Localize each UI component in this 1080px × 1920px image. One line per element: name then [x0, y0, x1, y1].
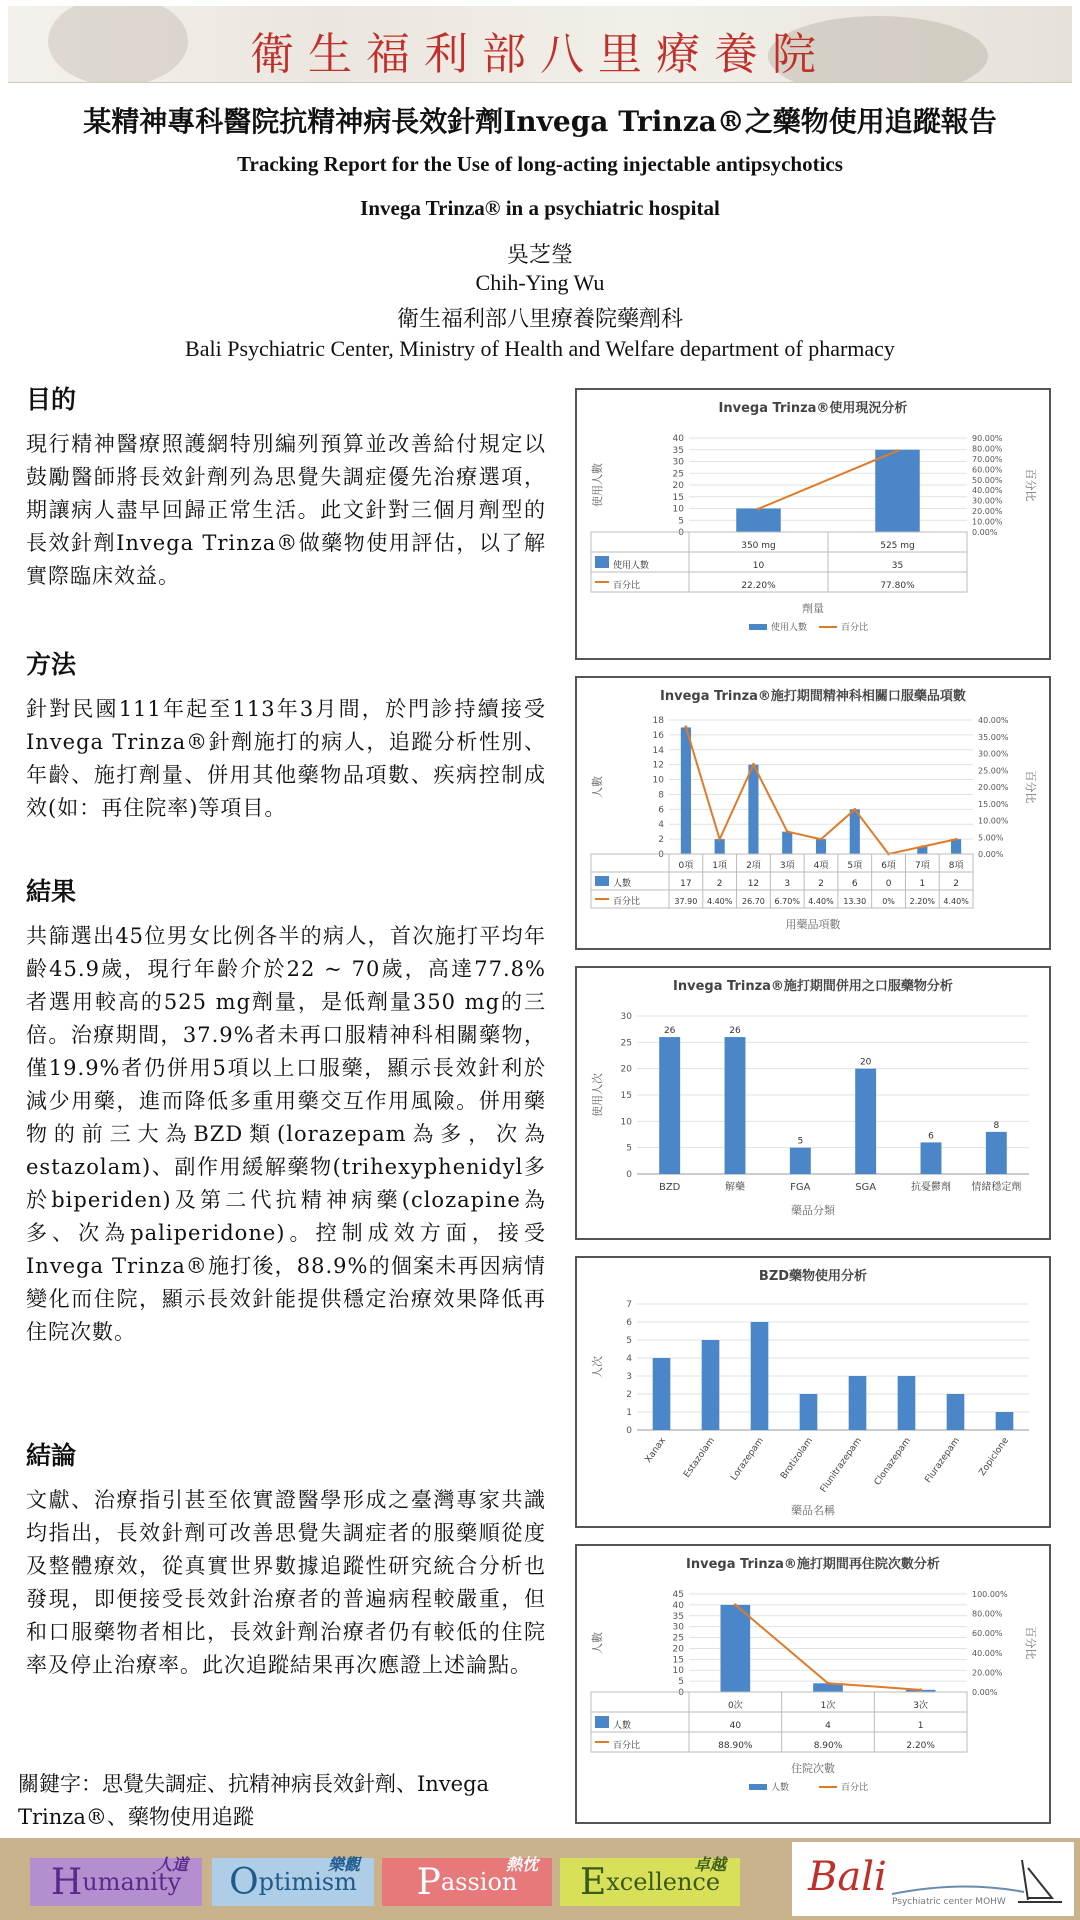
y-tick-label: 30	[672, 1622, 684, 1633]
y2-axis-label: 百分比	[1024, 1626, 1037, 1660]
y2-tick-label: 40.00%	[972, 1648, 1003, 1658]
y-tick-label: 15	[672, 492, 684, 503]
legend-label: 百分比	[613, 1741, 641, 1751]
y2-tick-label: 40.00%	[978, 716, 1009, 725]
legend-swatch-bar	[595, 556, 609, 568]
x-tick-label: 0次	[727, 1701, 743, 1711]
table-percent-value: 0%	[882, 897, 895, 906]
x-tick-label: Flunitrazepam	[818, 1435, 864, 1495]
footer-value-word: ptimism	[258, 1868, 357, 1896]
x-axis-label: 住院次數	[791, 1762, 835, 1775]
legend-swatch-bar	[749, 624, 767, 630]
table-percent-value: 77.80%	[880, 581, 915, 591]
chart-panel-concomitant	[575, 966, 1051, 1240]
y2-tick-label: 20.00%	[972, 507, 1003, 517]
percent-point	[718, 838, 721, 841]
bar-value-label: 8	[993, 1120, 1000, 1131]
percent-point	[786, 830, 789, 833]
y-tick-label: 12	[652, 760, 664, 771]
y-tick-label: 6	[658, 805, 664, 816]
section-text: 共篩選出45位男女比例各半的病人，首次施打平均年齡45.9歲，現行年齡介於22 ~ 70歲，高達77.8%者選用較高的525 mg劑量，是低劑量350 mg的三倍。治療期間，37.9%者未再口服精神科相關藥物，僅19.9%者仍併用5項以上口服藥，顯示長效針利於減少用藥，進而降低多重用藥交互作用風險。併用藥物的前三大為BZD類(lorazepam為多，次為estazolam)、副作用緩解藥物(trihexyphenidyl多於biperiden)及第二代抗精神病藥(clozapine為多、次為paliperidone)。控制成效方面，接受Invega Trinza®施打後，88.9%的個案未再因病情變化而住院，顯示長效針能提供穩定治療效果降低再住院次數。	[26, 924, 546, 1344]
section-heading: 結論	[26, 1441, 77, 1470]
legend-label: 人數	[613, 1721, 632, 1731]
x-axis-label: 用藥品項數	[785, 918, 841, 931]
table-bar-value: 40	[729, 1721, 742, 1731]
y2-tick-label: 5.00%	[978, 833, 1004, 843]
legend-label: 百分比	[841, 623, 869, 633]
y2-tick-label: 80.00%	[972, 444, 1003, 454]
legend-label: 百分比	[613, 581, 641, 591]
footer-value-word: xcellence	[606, 1868, 721, 1896]
table-bar-value: 2	[716, 879, 723, 889]
x-axis-label: 劑量	[802, 602, 824, 615]
x-tick-label: Brotizolam	[779, 1435, 815, 1482]
y-axis-label: 人數	[591, 1632, 604, 1654]
y-tick-label: 2	[658, 835, 664, 846]
y2-tick-label: 60.00%	[972, 465, 1003, 475]
bar-value-label: 20	[859, 1057, 872, 1068]
x-tick-label: 7項	[914, 861, 930, 871]
x-axis-label: 藥品分類	[791, 1204, 835, 1217]
y-tick-label: 40	[672, 1600, 684, 1611]
table-percent-value: 2.20%	[909, 897, 936, 906]
x-tick-label: 解藥	[725, 1182, 745, 1193]
title-zh: 某精神專科醫院抗精神病長效針劑Invega Trinza®之藥物使用追蹤報告	[83, 105, 997, 138]
x-tick-label: 1次	[820, 1701, 836, 1711]
footer-value-ptimism	[212, 1855, 374, 1906]
y-axis-label: 使用人次	[591, 1073, 604, 1117]
y-tick-label: 0	[626, 1170, 632, 1180]
y-tick-label: 25	[672, 1633, 684, 1644]
x-tick-label: 情緒穩定劑	[971, 1182, 1022, 1193]
y-tick-label: 3	[626, 1372, 632, 1382]
table-percent-value: 4.40%	[706, 897, 733, 906]
bar	[855, 1069, 876, 1174]
y-tick-label: 20	[620, 1064, 632, 1075]
x-tick-label: 525 mg	[880, 541, 915, 551]
footer-value-zh: 熱忱	[505, 1855, 538, 1874]
x-tick-label: 3項	[779, 861, 795, 871]
footer-value-xcellence	[560, 1855, 740, 1906]
bali-logo	[792, 1842, 1074, 1916]
chart-usage	[577, 390, 1049, 658]
legend-label: 使用人數	[771, 623, 808, 633]
table-percent-value: 26.70	[741, 897, 765, 906]
legend-label: 百分比	[841, 1783, 869, 1793]
title-en-line2: Invega Trinza® in a psychiatric hospital	[360, 196, 720, 220]
banner-title: 衛生福利部八里療養院	[250, 29, 830, 80]
y2-tick-label: 90.00%	[972, 434, 1003, 443]
bar	[790, 1148, 811, 1174]
percent-point	[955, 838, 958, 841]
affiliation-en: Bali Psychiatric Center, Ministry of Health and Welfare department of pharmacy	[185, 336, 895, 361]
bar	[921, 1142, 942, 1174]
legend-swatch-bar	[749, 1784, 767, 1790]
y2-tick-label: 0.00%	[978, 850, 1004, 859]
x-tick-label: Xanax	[643, 1435, 668, 1465]
x-tick-label: 1項	[712, 861, 728, 871]
legend-swatch-bar	[595, 876, 609, 886]
bar	[721, 1605, 751, 1692]
footer-value-word: assion	[440, 1868, 518, 1896]
y2-tick-label: 60.00%	[972, 1629, 1003, 1639]
x-axis-label: 藥品名稱	[791, 1504, 835, 1517]
section-heading: 方法	[26, 650, 77, 679]
percent-point	[734, 1603, 737, 1606]
y-tick-label: 4	[626, 1354, 632, 1364]
y-tick-label: 6	[626, 1318, 632, 1328]
y-tick-label: 10	[672, 1666, 684, 1677]
y2-tick-label: 20.00%	[978, 783, 1009, 792]
percent-point	[853, 808, 856, 811]
x-tick-label: SGA	[855, 1182, 877, 1193]
table-percent-value: 88.90%	[718, 1741, 753, 1751]
author-name-en: Chih-Ying Wu	[475, 270, 605, 295]
logo-subtitle: Psychiatric center MOHW	[892, 1897, 1006, 1907]
table-bar-value: 35	[891, 561, 904, 571]
y2-tick-label: 0.00%	[972, 528, 998, 537]
footer-value-word: umanity	[82, 1868, 182, 1896]
y2-tick-label: 80.00%	[972, 1609, 1003, 1619]
legend-label: 使用人數	[613, 561, 650, 571]
affiliation-zh: 衛生福利部八里療養院藥劑科	[396, 307, 683, 332]
y2-tick-label: 0.00%	[972, 1688, 998, 1697]
percent-point	[820, 838, 823, 841]
logo-swoosh	[892, 1886, 1024, 1894]
percent-line	[686, 727, 956, 854]
table-percent-value: 4.40%	[943, 897, 969, 906]
y-tick-label: 8	[658, 790, 664, 801]
y2-tick-label: 10.00%	[972, 517, 1003, 527]
table-percent-value: 2.20%	[906, 1741, 935, 1751]
bar	[947, 1394, 965, 1430]
y-tick-label: 7	[626, 1300, 632, 1310]
legend-swatch-bar	[595, 1716, 609, 1728]
y-tick-label: 0	[658, 850, 664, 860]
x-tick-label: Lorazepam	[729, 1435, 766, 1483]
bar	[898, 1376, 916, 1430]
y-tick-label: 15	[620, 1091, 632, 1101]
x-tick-label: Zopiclone	[977, 1435, 1011, 1478]
table-bar-value: 4	[825, 1721, 831, 1731]
percent-line	[735, 1605, 920, 1690]
chart-panel-usage	[575, 388, 1051, 660]
section-text: 針對民國111年起至113年3月間，於門診持續接受Invega Trinza®針劑施打的病人，追蹤分析性別、年齡、施打劑量、併用其他藥物品項數、疾病控制成效(如：再住院率)等項目。	[26, 697, 546, 820]
y-tick-label: 1	[626, 1408, 632, 1418]
percent-point	[752, 763, 755, 766]
chart-title: Invega Trinza®施打期間精神科相關口服藥品項數	[660, 689, 966, 704]
x-tick-label: 2項	[746, 861, 761, 871]
footer-value-assion	[382, 1855, 552, 1906]
table-bar-value: 1	[917, 1721, 924, 1731]
bar	[850, 809, 860, 854]
footer-value-zh: 樂觀	[327, 1855, 360, 1874]
chart-panel-oral-items	[575, 676, 1051, 950]
x-tick-label: Estazolam	[682, 1435, 717, 1480]
chart-title: Invega Trinza®使用現況分析	[718, 401, 908, 416]
x-tick-label: 8項	[948, 861, 964, 871]
section-heading: 結果	[26, 877, 77, 906]
y-tick-label: 18	[652, 716, 664, 726]
y-tick-label: 35	[672, 1611, 684, 1622]
y2-tick-label: 30.00%	[978, 749, 1009, 759]
x-tick-label: Clonazepam	[872, 1435, 913, 1488]
bar-value-label: 5	[797, 1136, 804, 1147]
bar	[736, 509, 780, 533]
y-tick-label: 30	[620, 1012, 632, 1022]
bar	[951, 839, 961, 854]
percent-point	[921, 845, 924, 848]
x-tick-label: 0項	[678, 861, 694, 871]
footer-value-initial: P	[416, 1861, 441, 1903]
y2-axis-label: 百分比	[1024, 468, 1037, 502]
chart-readmission	[577, 1546, 1049, 1822]
y-tick-label: 0	[678, 1688, 684, 1698]
chart-panel-bzd	[575, 1256, 1051, 1528]
y2-tick-label: 20.00%	[972, 1668, 1003, 1678]
section-method	[26, 645, 546, 825]
percent-point	[684, 726, 687, 729]
x-tick-label: 350 mg	[741, 541, 776, 551]
footer-value-umanity	[30, 1855, 202, 1906]
bar	[782, 832, 792, 854]
y-tick-label: 25	[672, 469, 684, 480]
y2-tick-label: 70.00%	[972, 454, 1003, 464]
y-tick-label: 10	[620, 1117, 632, 1128]
y-tick-label: 20	[672, 481, 684, 491]
bar	[725, 1037, 746, 1174]
percent-point	[827, 1682, 830, 1685]
y2-tick-label: 10.00%	[978, 816, 1009, 826]
bar	[816, 839, 826, 854]
chart-title: BZD藥物使用分析	[758, 1269, 868, 1284]
bar	[702, 1340, 720, 1430]
header-banner	[8, 6, 1072, 83]
y-tick-label: 5	[678, 516, 684, 527]
section-heading: 目的	[26, 385, 77, 414]
bar	[748, 765, 758, 854]
table-bar-value: 0	[885, 879, 892, 889]
bar	[653, 1358, 671, 1430]
y-tick-label: 4	[658, 820, 664, 831]
y-tick-label: 2	[626, 1390, 632, 1400]
y-tick-label: 5	[626, 1336, 632, 1346]
percent-point	[757, 507, 760, 510]
x-tick-label: 抗憂鬱劑	[911, 1182, 951, 1193]
y-tick-label: 20	[672, 1644, 684, 1655]
bar	[986, 1132, 1007, 1174]
y-tick-label: 14	[652, 745, 664, 756]
author-name-zh: 吳芝瑩	[506, 243, 573, 268]
percent-point	[919, 1688, 922, 1691]
y-tick-label: 25	[620, 1038, 632, 1049]
table-percent-value: 4.40%	[808, 897, 834, 906]
y2-tick-label: 30.00%	[972, 496, 1003, 506]
logo-name: Bali	[808, 1854, 887, 1900]
table-percent-value: 13.30	[843, 897, 867, 906]
y-tick-label: 30	[672, 457, 684, 468]
bar	[659, 1037, 680, 1174]
legend-label: 人數	[771, 1783, 790, 1793]
y-tick-label: 35	[672, 445, 684, 456]
table-bar-value: 2	[818, 879, 824, 889]
y-tick-label: 5	[678, 1677, 684, 1688]
footer-value-initial: O	[229, 1861, 259, 1903]
y2-axis-label: 百分比	[1024, 770, 1037, 804]
table-percent-value: 6.70%	[774, 897, 800, 906]
bar	[681, 727, 691, 854]
bar	[996, 1412, 1014, 1430]
percent-point	[896, 449, 899, 452]
table-bar-value: 1	[919, 879, 926, 889]
x-tick-label: 3次	[913, 1701, 929, 1711]
chart-title: Invega Trinza®施打期間併用之口服藥物分析	[673, 979, 953, 994]
y-tick-label: 10	[652, 775, 664, 786]
chart-bzd	[577, 1258, 1049, 1526]
y-tick-label: 16	[652, 730, 664, 741]
bar	[751, 1322, 769, 1430]
x-tick-label: BZD	[658, 1182, 681, 1193]
y-tick-label: 45	[672, 1590, 684, 1600]
title-en-line1: Tracking Report for the Use of long-acting injectable antipsychotics	[237, 152, 843, 176]
x-tick-label: 5項	[847, 861, 863, 871]
table-bar-value: 3	[784, 879, 791, 889]
y2-tick-label: 25.00%	[978, 766, 1009, 776]
x-tick-label: 4項	[813, 861, 829, 871]
y2-tick-label: 15.00%	[978, 799, 1009, 809]
y-tick-label: 0	[678, 528, 684, 538]
chart-panel-readmission	[575, 1544, 1051, 1824]
bali-logo-image	[792, 1842, 1074, 1916]
chart-title: Invega Trinza®施打期間再住院次數分析	[686, 1557, 940, 1572]
section-text: 文獻、治療指引甚至依實證醫學形成之臺灣專家共識均指出，長效針劑可改善思覺失調症者的服藥順從度及整體療效，從真實世界數據追蹤性研究統合分析也發現，即便接受長效針治療者的普遍病程較嚴重，但和口服藥物者相比，長效針劑治療者仍有較低的住院率及停止治療率。此次追蹤結果再次應證上述論點。	[26, 1488, 546, 1677]
bar	[849, 1376, 867, 1430]
y-tick-label: 5	[626, 1143, 632, 1154]
legend-label: 人數	[613, 879, 632, 889]
bar-value-label: 26	[729, 1026, 741, 1037]
chart-concomitant	[577, 968, 1049, 1238]
keywords: 關鍵字：思覺失調症、抗精神病長效針劑、Invega Trinza®、藥物使用追蹤	[18, 1772, 490, 1829]
legend-label: 百分比	[613, 897, 641, 907]
ship-icon	[1018, 1860, 1062, 1902]
y-tick-label: 0	[626, 1426, 632, 1436]
section-conclusion	[26, 1436, 546, 1682]
x-tick-label: 6項	[881, 861, 896, 871]
footer-value-zh: 人道	[155, 1855, 188, 1874]
bar	[875, 450, 919, 532]
y-axis-label: 人數	[591, 776, 604, 798]
table-bar-value: 17	[680, 879, 692, 889]
y-tick-label: 40	[672, 434, 684, 444]
section-results	[26, 872, 546, 1349]
bar	[800, 1394, 818, 1430]
table-bar-value: 2	[953, 879, 959, 889]
table-bar-value: 12	[747, 879, 760, 889]
x-tick-label: FGA	[790, 1182, 811, 1193]
y-tick-label: 15	[672, 1655, 684, 1666]
section-purpose	[26, 380, 546, 593]
footer-value-zh: 卓越	[693, 1855, 726, 1874]
table-percent-value: 37.90	[674, 897, 698, 906]
y-tick-label: 10	[672, 504, 684, 515]
y2-tick-label: 100.00%	[972, 1590, 1008, 1599]
y-axis-label: 使用人數	[591, 463, 604, 507]
bar-value-label: 6	[928, 1131, 934, 1142]
y2-tick-label: 40.00%	[972, 486, 1003, 496]
section-text: 現行精神醫療照護網特別編列預算並改善給付規定以鼓勵醫師將長效針劑列為思覺失調症優先治療選項，期讓病人盡早回歸正常生活。此文針對三個月劑型的長效針劑Invega Trinza®做藥物使用評估，以了解實際臨床效益。	[26, 432, 546, 588]
y-axis-label: 人次	[591, 1356, 604, 1378]
table-percent-value: 22.20%	[741, 581, 776, 591]
chart-oral-items	[577, 678, 1049, 948]
bar-value-label: 26	[663, 1026, 676, 1037]
table-bar-value: 10	[752, 561, 765, 571]
y2-tick-label: 35.00%	[978, 732, 1009, 742]
y2-tick-label: 50.00%	[972, 475, 1003, 485]
footer-value-initial: H	[50, 1861, 83, 1903]
table-percent-value: 8.90%	[813, 1741, 843, 1751]
table-bar-value: 6	[851, 879, 858, 889]
x-tick-label: Flurazepam	[923, 1435, 962, 1486]
footer-value-initial: E	[579, 1861, 607, 1903]
